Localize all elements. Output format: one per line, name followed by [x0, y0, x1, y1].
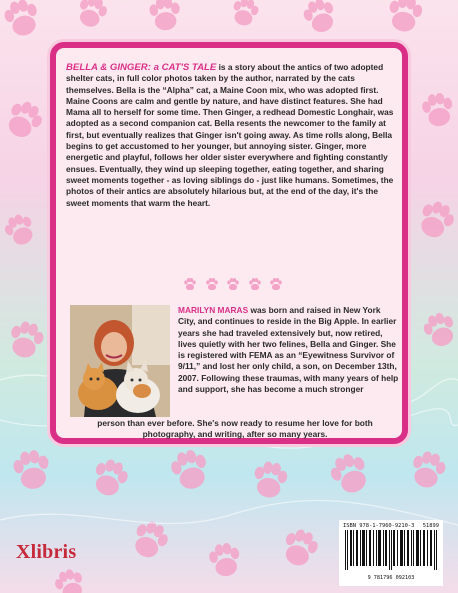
author-name: MARILYN MARAS [178, 305, 249, 315]
isbn-barcode [339, 520, 443, 586]
author-bio [178, 305, 400, 395]
isbn-digits: 9 781796 092103 [367, 575, 415, 581]
book-title: BELLA & GINGER: a CAT'S TALE [66, 62, 217, 73]
book-description-text: is a story about the antics of two adopted shelter cats, in full color photos taken by the author, narrated by the cats themselves. Bella is the “Alpha” cat, a Maine Coon mix, who was adopted first. Maine Coons are calm and gentle by nature, and have distinct features. She had Mama all to herself for some time. Then Ginger, a redhead Domestic Longhair, was adopted as a second companion cat. Bella resents the newcomer to the family at first, but eventually realizes that Ginger isn't going away. As time rolls along, Bella begins to get accustomed to her younger, but annoying sister. Ginger, more energetic and playful, follows her older sister everywhere and fighting constantly ensues. Eventually, they wind up sleeping together, eating together, and sharing sweet moments together - as loving siblings do - just like humans. Sometimes, the photos of their antics are absolutely hilarious but, at the end of the day, it's the sweet moments that warm the heart. [66, 62, 394, 208]
paw-print-icon [226, 276, 240, 290]
price-code: 51899 [422, 523, 439, 529]
isbn-label: ISBN 978-1-7960-9210-3 [343, 523, 415, 529]
author-with-cats-photo [70, 305, 170, 417]
author-bio-continued: person than ever before. She's now ready to resume her love for both photography, and writing, after so many years. [97, 418, 373, 440]
publisher-logo: Xlibris [16, 541, 77, 563]
paw-print-icon [205, 276, 219, 290]
paw-print-icon [183, 276, 197, 290]
book-description [66, 62, 394, 209]
barcode-icon [343, 530, 439, 570]
author-bio-text: was born and raised in New York City, and continues to reside in the Big Apple. In earlier years she had traveled extensively but, now retired, lives quietly with her two felines, Bella and Ginger. She is registered with FEMA as an “Eyewitness Survivor of 9/11,” and lost her only child, a son, on December 13th, 2007. Following these traumas, with many years of help and support, she has become a much stronger [178, 305, 399, 395]
paw-divider [183, 276, 283, 290]
paw-print-icon [248, 276, 262, 290]
paw-print-icon [269, 276, 283, 290]
